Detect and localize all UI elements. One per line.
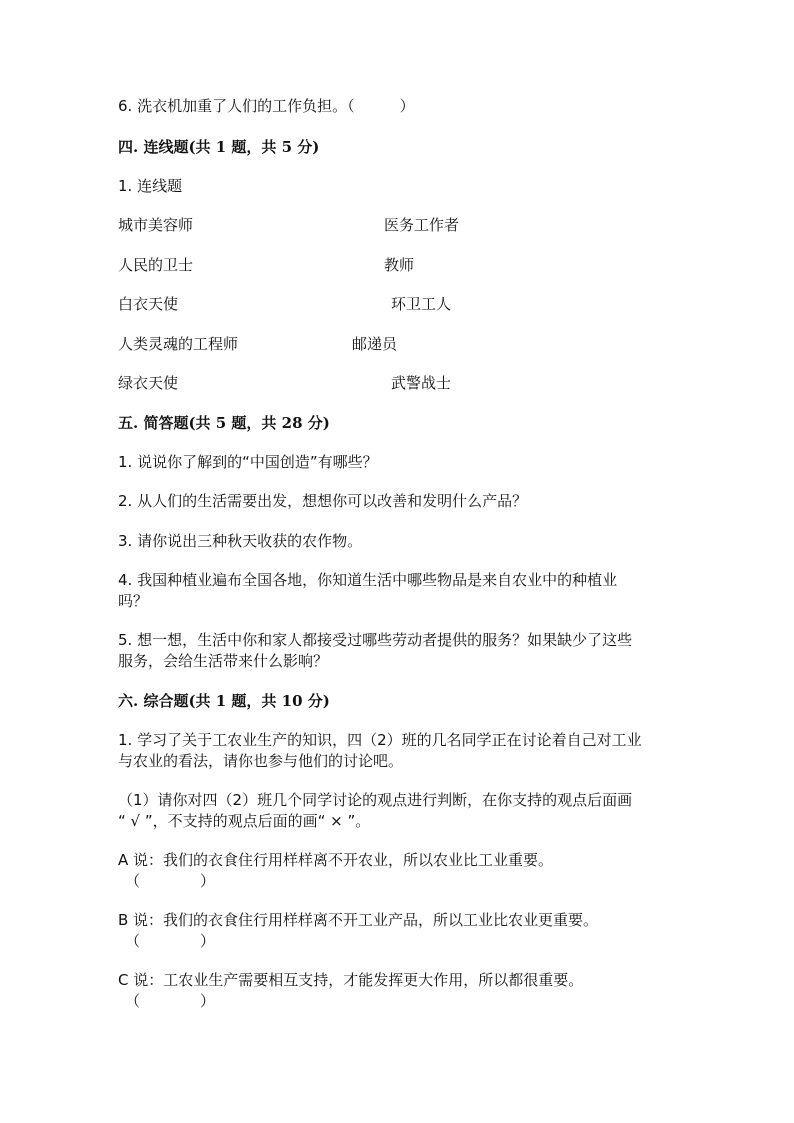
comprehensive-1-line1: 1. 学习了关于工农业生产的知识，四（2）班的几名同学正在讨论着自己对工业	[118, 731, 642, 749]
option-a: A 说：我们的衣食住行用样样离不开农业，所以农业比工业重要。	[118, 851, 554, 869]
match-left-5: 绿衣天使	[118, 374, 179, 392]
matching-question: 1. 连线题	[118, 177, 183, 195]
comprehensive-1-sub-line2: “ √ ”，不支持的观点后面的画“ × ”。	[118, 812, 371, 830]
short-answer-1: 1. 说说你了解到的“中国创造”有哪些？	[118, 453, 378, 471]
short-answer-4-line2: 吗？	[118, 592, 149, 610]
section4-title: 四. 连线题(共 1 题，共 5 分)	[118, 138, 320, 156]
comprehensive-1-sub-line1: （1）请你对四（2）班几个同学讨论的观点进行判断，在你支持的观点后面画	[118, 791, 633, 809]
match-right-3: 环卫工人	[391, 295, 452, 313]
short-answer-4-line1: 4. 我国种植业遍布全国各地，你知道生活中哪些物品是来自农业中的种植业	[118, 571, 618, 589]
match-right-1: 医务工作者	[384, 216, 460, 234]
match-left-3: 白衣天使	[118, 295, 179, 313]
match-left-2: 人民的卫士	[118, 256, 194, 274]
option-a-answer[interactable]: （ ）	[125, 872, 216, 890]
match-left-4: 人类灵魂的工程师	[118, 335, 239, 353]
option-b: B 说：我们的衣食住行用样样离不开工业产品，所以工业比农业更重要。	[118, 911, 599, 929]
q6-prev: 6. 洗衣机加重了人们的工作负担。（ ）	[118, 97, 415, 115]
comprehensive-1-line2: 与农业的看法，请你也参与他们的讨论吧。	[118, 752, 404, 770]
short-answer-2: 2. 从人们的生活需要出发，想想你可以改善和发明什么产品？	[118, 492, 528, 510]
short-answer-5-line1: 5. 想一想，生活中你和家人都接受过哪些劳动者提供的服务？如果缺少了这些	[118, 631, 633, 649]
short-answer-5-line2: 服务，会给生活带来什么影响？	[118, 652, 329, 670]
short-answer-3: 3. 请你说出三种秋天收获的农作物。	[118, 532, 363, 550]
match-right-4: 邮递员	[352, 335, 398, 353]
section6-title: 六. 综合题(共 1 题，共 10 分)	[118, 692, 330, 710]
option-c: C 说：工农业生产需要相互支持，才能发挥更大作用，所以都很重要。	[118, 971, 584, 989]
match-right-5: 武警战士	[391, 374, 452, 392]
option-b-answer[interactable]: （ ）	[125, 932, 216, 950]
section5-title: 五. 简答题(共 5 题，共 28 分)	[118, 414, 330, 432]
option-c-answer[interactable]: （ ）	[125, 992, 216, 1010]
match-right-2: 教师	[384, 256, 415, 274]
match-left-1: 城市美容师	[118, 216, 194, 234]
